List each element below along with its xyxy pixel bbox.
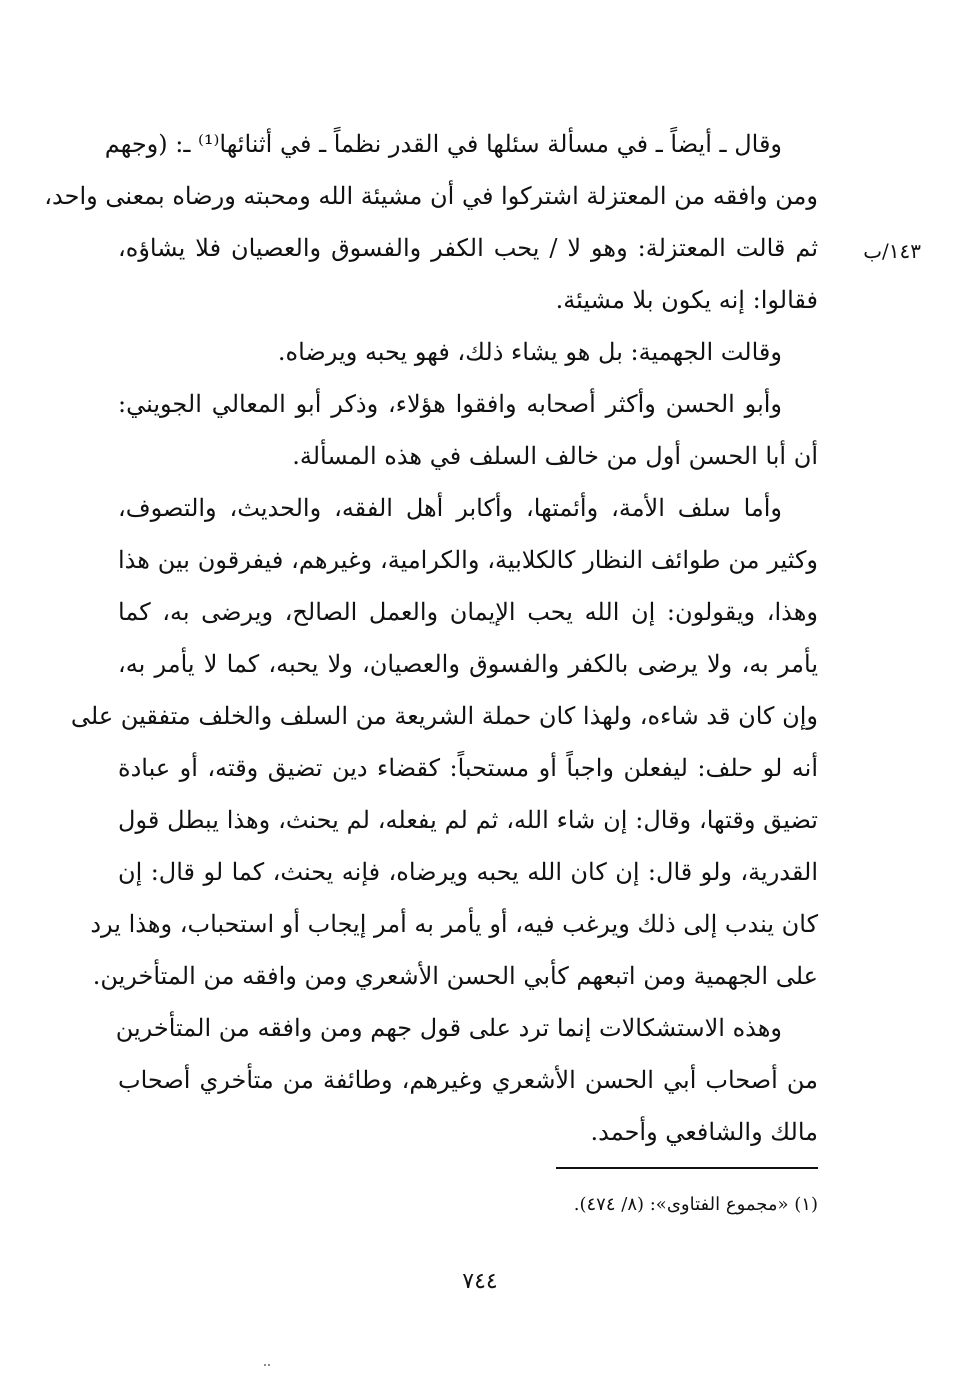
text-line: وهذا، ويقولون: إن الله يحب الإيمان والعمل الصالح، ويرضى به، كما — [118, 598, 818, 626]
main-text — [44, 118, 818, 1158]
paragraph — [44, 118, 818, 326]
text-line: أن أبا الحسن أول من خالف السلف في هذه المسألة. — [292, 442, 818, 470]
text-line: وقال ـ أيضاً ـ في مسألة سئلها في القدر نظماً ـ في أثنائها⁽¹⁾ ـ: (وجهم — [104, 130, 782, 158]
text-line: وأما سلف الأمة، وأئمتها، وأكابر أهل الفقه، والحديث، والتصوف، — [118, 494, 782, 522]
text-line: يأمر به، ولا يرضى بالكفر والفسوق والعصيان، ولا يحبه، كما لا يأمر به، — [118, 650, 818, 678]
footnote-separator — [556, 1167, 818, 1169]
text-line: وقالت الجهمية: بل هو يشاء ذلك، فهو يحبه ويرضاه. — [277, 338, 782, 366]
text-line: من أصحاب أبي الحسن الأشعري وغيرهم، وطائفة من متأخري أصحاب — [118, 1066, 818, 1094]
margin-folio-note: ١٤٣/ب — [863, 239, 921, 263]
footnote: (١) «مجموع الفتاوى»: (٨/ ٤٧٤). — [573, 1194, 818, 1215]
text-line: أنه لو حلف: ليفعلن واجباً أو مستحباً: كقضاء دين تضيق وقته، أو عبادة — [118, 754, 818, 782]
text-line: ومن وافقه من المعتزلة اشتركوا في أن مشيئة الله ومحبته ورضاه بمعنى واحد، — [44, 182, 818, 210]
scan-speck — [264, 1364, 270, 1368]
text-line: وهذه الاستشكالات إنما ترد على قول جهم ومن وافقه من المتأخرين — [115, 1014, 782, 1042]
text-line: فقالوا: إنه يكون بلا مشيئة. — [555, 286, 818, 314]
text-line: وأبو الحسن وأكثر أصحابه وافقوا هؤلاء، وذكر أبو المعالي الجويني: — [118, 390, 782, 418]
text-line: ثم قالت المعتزلة: وهو لا / يحب الكفر والفسوق والعصيان فلا يشاؤه، — [118, 234, 818, 262]
paragraph — [118, 326, 818, 378]
text-line: القدرية، ولو قال: إن كان الله يحبه ويرضاه، فإنه يحنث، كما لو قال: إن — [118, 858, 818, 886]
text-line: كان يندب إلى ذلك ويرغب فيه، أو يأمر به أمر إيجاب أو استحباب، وهذا يرد — [90, 910, 818, 938]
text-line: مالك والشافعي وأحمد. — [590, 1118, 818, 1146]
paragraph — [70, 482, 818, 1002]
text-line: وكثير من طوائف النظار كالكلابية، والكرامية، وغيرهم، فيفرقون بين هذا — [118, 546, 818, 574]
text-line: على الجهمية ومن اتبعهم كأبي الحسن الأشعري ومن وافقه من المتأخرين. — [92, 962, 818, 990]
page-number: ٧٤٤ — [462, 1269, 498, 1294]
paragraph — [115, 1002, 818, 1158]
text-line: تضيق وقتها، وقال: إن شاء الله، ثم لم يفعله، لم يحنث، وهذا يبطل قول — [118, 806, 818, 834]
paragraph — [118, 378, 818, 482]
text-line: وإن كان قد شاءه، ولهذا كان حملة الشريعة من السلف والخلف متفقين على — [70, 702, 818, 730]
